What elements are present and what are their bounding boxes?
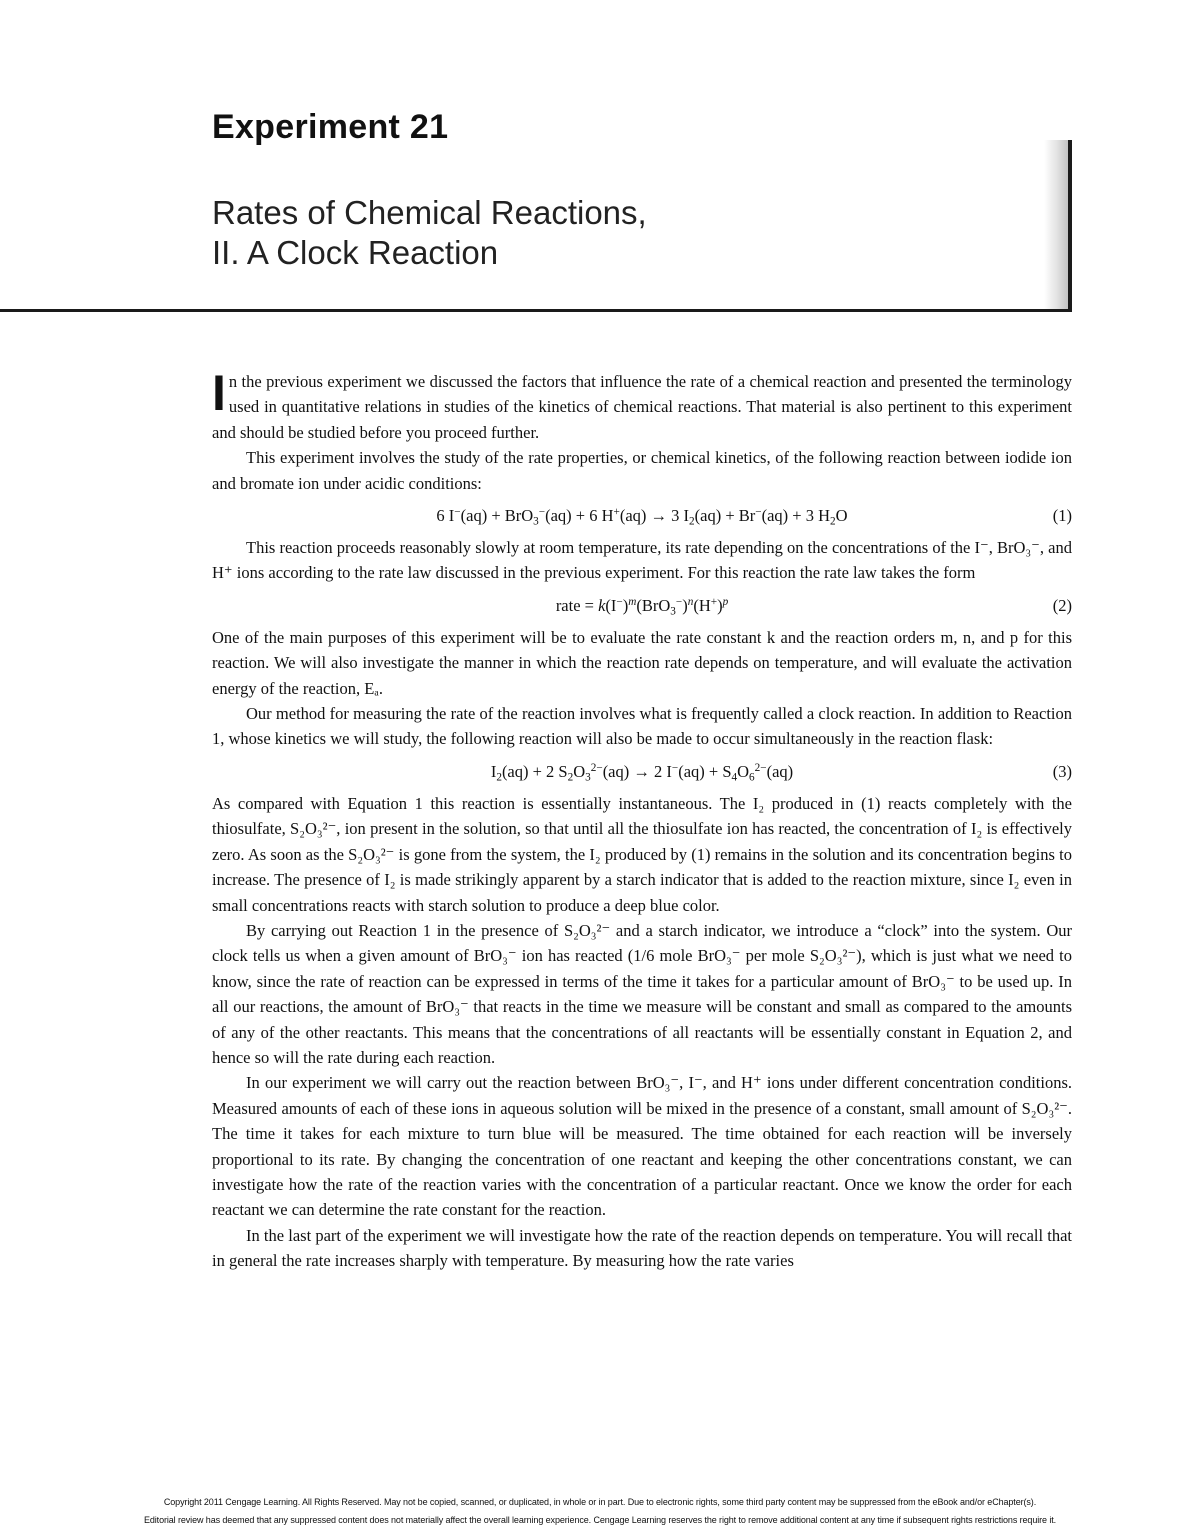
experiment-title: Experiment 21 (212, 108, 449, 146)
chapter-subtitle (212, 193, 647, 273)
subtitle-line-2: II. A Clock Reaction (212, 234, 499, 271)
equation-2 (212, 592, 1072, 619)
editorial-notice: Editorial review has deemed that any suppressed content does not materially affect the overall learning experience. Cengage Learning reserves the right to remove additional content at any time if subsequent rights restrictions require it. (143, 1515, 1057, 1525)
equation-3-body: $I_2(aq) + 2$ $S_2O_3^{2-}(aq) \to 2$ $I^-(aq) + S_4O_6^{2-}(aq)$ (490, 761, 794, 784)
paragraph-purpose: One of the main purposes of this experiment will be to evaluate the rate constant k and the reaction orders m, n, and p for this reaction. We will also investigate the manner in which the reaction rate depends on temperature, and will evaluate the activation energy of the reaction, Eₐ. (212, 627, 1072, 698)
subtitle-line-1: Rates of Chemical Reactions, (212, 194, 647, 231)
copyright-notice: Copyright 2011 Cengage Learning. All Rights Reserved. May not be copied, scanned, or duplicated, in whole or in part. Due to electronic rights, some third party content may be suppressed from the eBook and/or eChapter(s). (163, 1497, 1037, 1507)
equation-2-number: (2) (1052, 595, 1072, 615)
header-side-tab (1044, 140, 1072, 310)
equation-1-number: (1) (1052, 506, 1072, 526)
equation-3 (212, 758, 1072, 785)
paragraph-procedure: In our experiment we will carry out the reaction between BrO₃⁻, I⁻, and H⁺ ions under different concentration conditions. Measured amounts of each of these ions in aqueous solution will be mixed in the presence of a constant, small amount of S₂O₃²⁻. The time it takes for each mixture to turn blue will be measured. The time obtained for each reaction will be inversely proportional to its rate. By changing the concentration of one reactant and keeping the other concentrations constant, we can investigate how the rate of the reaction varies with the concentration of a particular reactant. Once we know the order for each reactant we can determine the rate constant for the reaction. (212, 1073, 1072, 1220)
equation-2-body: rate = $k(I^-)^m(BrO_3^-)^n(H^+)^p$ (555, 595, 729, 618)
paragraph-intro (212, 365, 1072, 445)
paragraph-method: Our method for measuring the rate of the reaction involves what is frequently called a clock reaction. In addition to Reaction 1, whose kinetics we will study, the following reaction will also be made to occur simultaneously in the reaction flask: (212, 704, 1072, 749)
paragraph-rate-law: This reaction proceeds reasonably slowly at room temperature, its rate depending on the concentrations of the I⁻, BrO₃⁻, and H⁺ ions according to the rate law discussed in the previous experiment. For this reaction the rate law takes the form (212, 538, 1072, 583)
body-text (212, 365, 1072, 1274)
equation-1 (212, 502, 1072, 529)
paragraph-clock: By carrying out Reaction 1 in the presence of S₂O₃²⁻ and a starch indicator, we introduce a “clock” into the system. Our clock tells us when a given amount of BrO₃⁻ ion has reacted (1/6 mole BrO₃⁻ per mole S₂O₃²⁻), which is just what we need to know, since the rate of reaction can be expressed in terms of the time it takes for a particular amount of BrO₃⁻ to be used up. In all our reactions, the amount of BrO₃⁻ that reacts in the time we measure will be constant and small as compared to the amounts of any of the other reactants. This means that the concentrations of all reactants will be essentially constant in Equation 2, and hence so will the rate during each reaction. (212, 920, 1072, 1067)
paragraph-thiosulfate: As compared with Equation 1 this reaction is essentially instantaneous. The I₂ produced in (1) reacts completely with the thiosulfate, S₂O₃²⁻, ion present in the solution, so that until all the thiosulfate ion has reacted, the concentration of I₂ is effectively zero. As soon as the S₂O₃²⁻ is gone from the system, the I₂ produced by (1) remains in the solution and its concentration begins to increase. The presence of I₂ is made strikingly apparent by a starch indicator that is added to the reaction mixture, since I₂ even in small concentrations reacts with starch solution to produce a deep blue color. (212, 793, 1072, 915)
header-divider (0, 309, 1072, 312)
paragraph-temperature: In the last part of the experiment we will investigate how the rate of the reaction depends on temperature. You will recall that in general the rate increases sharply with temperature. By measuring how the rate varies (212, 1225, 1072, 1271)
paragraph-intro-text: n the previous experiment we discussed the factors that influence the rate of a chemical reaction and presented the terminology used in quantitative relations in studies of the kinetics of chemical reactions. That material is also pertinent to this experiment and should be studied before you proceed further. (212, 372, 1072, 442)
equation-3-number: (3) (1052, 761, 1072, 781)
paragraph-reaction-intro: This experiment involves the study of the rate properties, or chemical kinetics, of the following reaction between iodide ion and bromate ion under acidic conditions: (212, 448, 1072, 493)
equation-1-body: 6 I−(aq) + BrO$_3$−(aq) + 6 H+(aq) → 3 $I_2(aq) + Br^-(aq) + 3$ $H_2O$ (436, 505, 848, 528)
drop-cap: I (212, 365, 226, 421)
